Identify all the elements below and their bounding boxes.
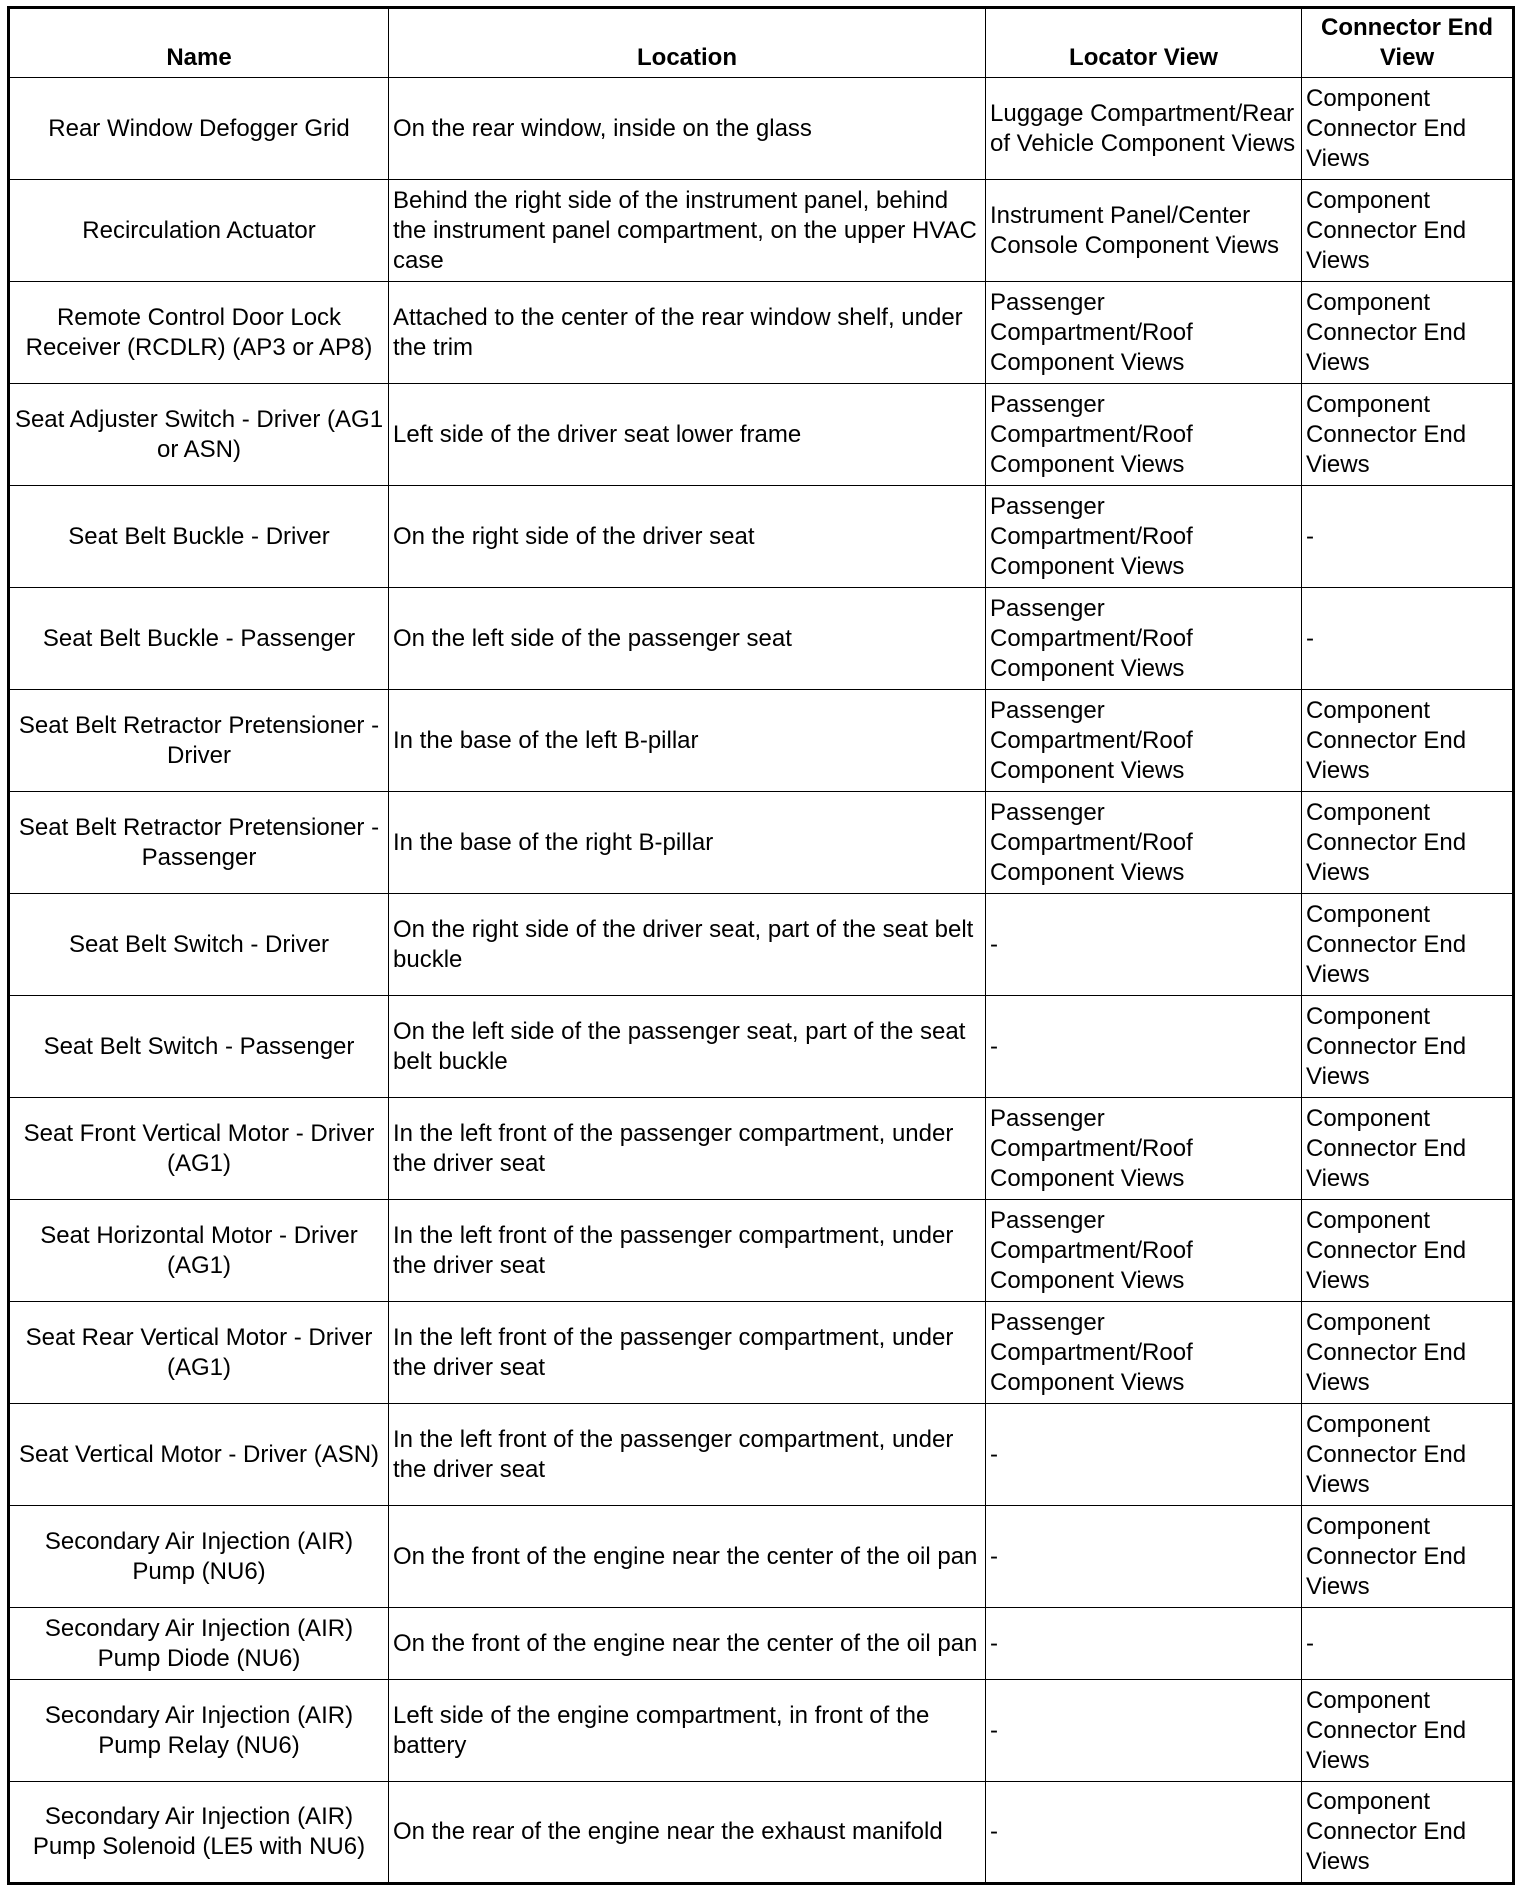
- cell-locator-view: Passenger Compartment/Roof Component Views: [986, 1302, 1302, 1404]
- table-row: [9, 1680, 1514, 1782]
- cell-locator-view: -: [986, 1782, 1302, 1884]
- cell-location: On the left side of the passenger seat: [389, 588, 986, 690]
- cell-name: Seat Front Vertical Motor - Driver (AG1): [9, 1098, 389, 1200]
- cell-location: In the left front of the passenger compartment, under the driver seat: [389, 1404, 986, 1506]
- table-row: [9, 792, 1514, 894]
- cell-locator-view: Passenger Compartment/Roof Component Views: [986, 282, 1302, 384]
- cell-connector-end-view: -: [1302, 1608, 1514, 1680]
- cell-name: Seat Belt Buckle - Driver: [9, 486, 389, 588]
- cell-name: Secondary Air Injection (AIR) Pump Diode (NU6): [9, 1608, 389, 1680]
- cell-connector-end-view: Component Connector End Views: [1302, 1200, 1514, 1302]
- cell-locator-view: Luggage Compartment/Rear of Vehicle Component Views: [986, 78, 1302, 180]
- cell-locator-view: Passenger Compartment/Roof Component Views: [986, 384, 1302, 486]
- cell-connector-end-view: Component Connector End Views: [1302, 1404, 1514, 1506]
- cell-locator-view: Passenger Compartment/Roof Component Views: [986, 588, 1302, 690]
- cell-locator-view: Passenger Compartment/Roof Component Views: [986, 690, 1302, 792]
- cell-location: In the left front of the passenger compartment, under the driver seat: [389, 1200, 986, 1302]
- cell-location: On the left side of the passenger seat, part of the seat belt buckle: [389, 996, 986, 1098]
- cell-name: Secondary Air Injection (AIR) Pump (NU6): [9, 1506, 389, 1608]
- table-row: [9, 180, 1514, 282]
- cell-location: Left side of the engine compartment, in front of the battery: [389, 1680, 986, 1782]
- cell-name: Seat Belt Switch - Driver: [9, 894, 389, 996]
- cell-connector-end-view: -: [1302, 486, 1514, 588]
- table-header-row: [9, 8, 1514, 78]
- cell-locator-view: -: [986, 1404, 1302, 1506]
- cell-location: In the base of the right B-pillar: [389, 792, 986, 894]
- cell-connector-end-view: Component Connector End Views: [1302, 180, 1514, 282]
- cell-name: Seat Adjuster Switch - Driver (AG1 or ASN): [9, 384, 389, 486]
- cell-connector-end-view: Component Connector End Views: [1302, 384, 1514, 486]
- cell-location: On the rear window, inside on the glass: [389, 78, 986, 180]
- cell-locator-view: Passenger Compartment/Roof Component Views: [986, 486, 1302, 588]
- cell-connector-end-view: Component Connector End Views: [1302, 282, 1514, 384]
- cell-connector-end-view: Component Connector End Views: [1302, 690, 1514, 792]
- table-row: [9, 282, 1514, 384]
- cell-location: Attached to the center of the rear window shelf, under the trim: [389, 282, 986, 384]
- cell-locator-view: -: [986, 1680, 1302, 1782]
- cell-location: On the front of the engine near the center of the oil pan: [389, 1506, 986, 1608]
- cell-location: On the front of the engine near the center of the oil pan: [389, 1608, 986, 1680]
- cell-locator-view: -: [986, 894, 1302, 996]
- cell-locator-view: Passenger Compartment/Roof Component Views: [986, 1200, 1302, 1302]
- cell-connector-end-view: Component Connector End Views: [1302, 1098, 1514, 1200]
- cell-location: In the left front of the passenger compartment, under the driver seat: [389, 1098, 986, 1200]
- table-row: [9, 1404, 1514, 1506]
- header-locator-view: Locator View: [986, 8, 1302, 78]
- cell-name: Seat Vertical Motor - Driver (ASN): [9, 1404, 389, 1506]
- component-locator-table-container: [7, 6, 1515, 1885]
- table-row: [9, 384, 1514, 486]
- header-connector-end-view: Connector End View: [1302, 8, 1514, 78]
- header-name: Name: [9, 8, 389, 78]
- table-row: [9, 1200, 1514, 1302]
- header-location: Location: [389, 8, 986, 78]
- cell-connector-end-view: Component Connector End Views: [1302, 1680, 1514, 1782]
- cell-location: On the rear of the engine near the exhaust manifold: [389, 1782, 986, 1884]
- cell-connector-end-view: -: [1302, 588, 1514, 690]
- table-row: [9, 1098, 1514, 1200]
- cell-locator-view: -: [986, 996, 1302, 1098]
- cell-connector-end-view: Component Connector End Views: [1302, 78, 1514, 180]
- cell-connector-end-view: Component Connector End Views: [1302, 792, 1514, 894]
- cell-locator-view: Passenger Compartment/Roof Component Views: [986, 792, 1302, 894]
- cell-location: Left side of the driver seat lower frame: [389, 384, 986, 486]
- cell-location: On the right side of the driver seat, part of the seat belt buckle: [389, 894, 986, 996]
- cell-name: Rear Window Defogger Grid: [9, 78, 389, 180]
- cell-name: Seat Belt Retractor Pretensioner - Passenger: [9, 792, 389, 894]
- table-row: [9, 690, 1514, 792]
- cell-locator-view: Passenger Compartment/Roof Component Views: [986, 1098, 1302, 1200]
- table-row: [9, 1506, 1514, 1608]
- cell-name: Secondary Air Injection (AIR) Pump Relay (NU6): [9, 1680, 389, 1782]
- cell-name: Secondary Air Injection (AIR) Pump Solenoid (LE5 with NU6): [9, 1782, 389, 1884]
- table-row: [9, 486, 1514, 588]
- table-row: [9, 1302, 1514, 1404]
- cell-connector-end-view: Component Connector End Views: [1302, 894, 1514, 996]
- cell-name: Seat Horizontal Motor - Driver (AG1): [9, 1200, 389, 1302]
- table-row: [9, 1782, 1514, 1884]
- table-row: [9, 1608, 1514, 1680]
- cell-connector-end-view: Component Connector End Views: [1302, 1782, 1514, 1884]
- cell-locator-view: -: [986, 1608, 1302, 1680]
- cell-name: Seat Belt Switch - Passenger: [9, 996, 389, 1098]
- cell-connector-end-view: Component Connector End Views: [1302, 1506, 1514, 1608]
- table-row: [9, 588, 1514, 690]
- cell-location: Behind the right side of the instrument panel, behind the instrument panel compartment, on the upper HVAC case: [389, 180, 986, 282]
- table-row: [9, 894, 1514, 996]
- cell-name: Recirculation Actuator: [9, 180, 389, 282]
- cell-name: Seat Belt Retractor Pretensioner - Driver: [9, 690, 389, 792]
- cell-locator-view: -: [986, 1506, 1302, 1608]
- cell-name: Seat Rear Vertical Motor - Driver (AG1): [9, 1302, 389, 1404]
- cell-name: Seat Belt Buckle - Passenger: [9, 588, 389, 690]
- cell-name: Remote Control Door Lock Receiver (RCDLR) (AP3 or AP8): [9, 282, 389, 384]
- cell-location: In the left front of the passenger compartment, under the driver seat: [389, 1302, 986, 1404]
- table-row: [9, 78, 1514, 180]
- component-locator-table: [7, 6, 1515, 1885]
- cell-connector-end-view: Component Connector End Views: [1302, 1302, 1514, 1404]
- cell-connector-end-view: Component Connector End Views: [1302, 996, 1514, 1098]
- table-row: [9, 996, 1514, 1098]
- cell-location: On the right side of the driver seat: [389, 486, 986, 588]
- cell-location: In the base of the left B-pillar: [389, 690, 986, 792]
- cell-locator-view: Instrument Panel/Center Console Component Views: [986, 180, 1302, 282]
